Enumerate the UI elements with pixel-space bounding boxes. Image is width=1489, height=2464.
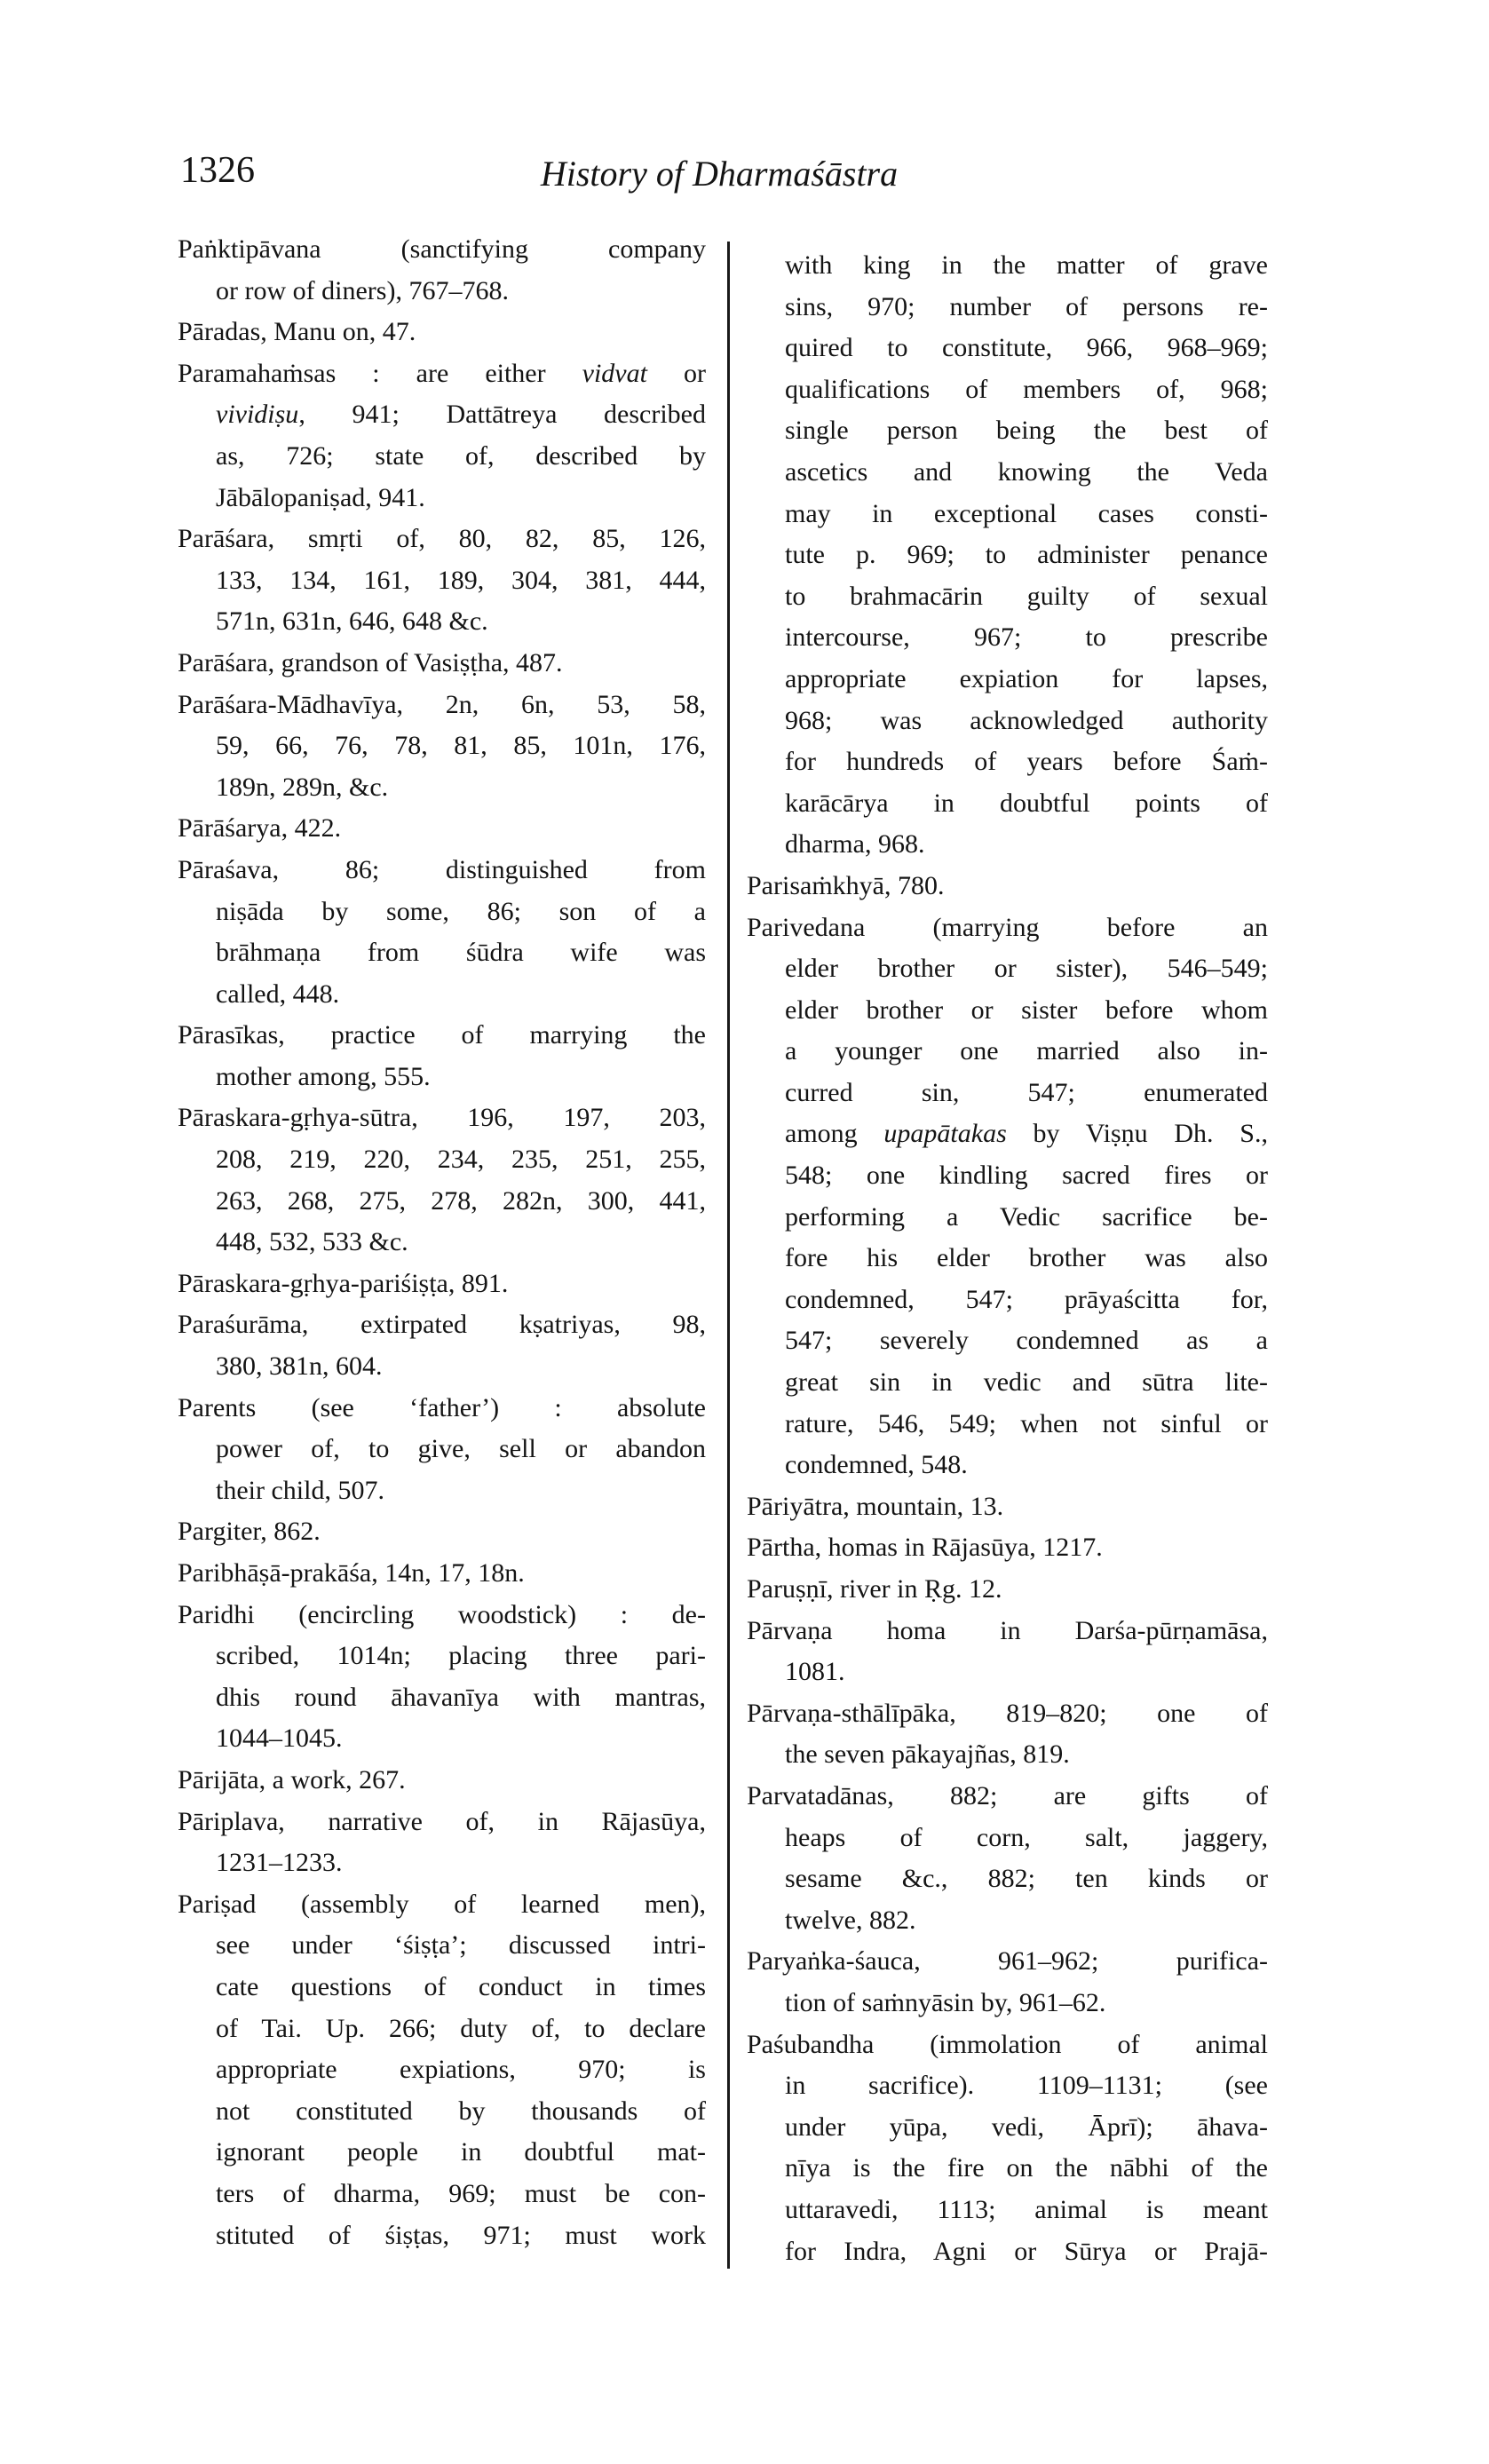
index-entry	[178, 1760, 706, 1802]
entry-headline: Pariṣad (assembly of learned men),	[178, 1889, 706, 1919]
entry-headline: Pāraśava, 86; distinguished from	[178, 854, 706, 884]
entry-line: 1231–1233.	[216, 1848, 343, 1878]
entry-line: nīya is the fire on the nābhi of the	[785, 2153, 1268, 2183]
index-entry	[178, 1097, 706, 1263]
entry-headline: Paśubandha (immolation of animal	[747, 2029, 1268, 2059]
index-entry	[178, 1802, 706, 1884]
running-title: History of Dharmaśāstra	[540, 154, 899, 194]
index-entry	[178, 850, 706, 1015]
text-segment: by Viṣṇu Dh. S.,	[1006, 1119, 1268, 1149]
entry-line: dhis round āhavanīya with mantras,	[216, 1682, 706, 1712]
entry-line: 968; was acknowledged authority	[785, 705, 1268, 735]
index-entry	[178, 1595, 706, 1760]
entry-line: for hundreds of years before Śaṁ-	[785, 747, 1268, 777]
entry-headline: Pāriplava, narrative of, in Rājasūya,	[178, 1806, 706, 1836]
entry-headline: Paruṣṇī, river in Ṛg. 12.	[747, 1574, 1002, 1604]
entry-line: 59, 66, 76, 78, 81, 85, 101n, 176,	[216, 731, 706, 761]
entry-line: appropriate expiations, 970; is	[216, 2055, 706, 2085]
entry-headline: Pāriyātra, mountain, 13.	[747, 1491, 1004, 1521]
italic-term: vidvat	[582, 358, 647, 388]
entry-line: intercourse, 967; to prescribe	[785, 622, 1268, 653]
text-segment: Paramahaṁsas : are either	[178, 358, 582, 388]
entry-line: as, 726; state of, described by	[216, 440, 706, 471]
entry-line: see under ‘śiṣṭa’; discussed intri-	[216, 1930, 706, 1961]
index-entry	[747, 1527, 1268, 1569]
index-entry	[178, 1884, 706, 2256]
italic-term: upapātakas	[883, 1119, 1007, 1149]
index-entry	[747, 1941, 1268, 2024]
index-entry	[747, 245, 1268, 866]
index-entry	[747, 1486, 1268, 1528]
entry-line: 547; severely condemned as a	[785, 1326, 1268, 1356]
index-entry	[178, 1388, 706, 1512]
entry-line: quired to constitute, 966, 968–969;	[785, 333, 1268, 363]
column-divider	[727, 242, 730, 2269]
entry-line: mother among, 555.	[216, 1061, 431, 1091]
entry-line: not constituted by thousands of	[216, 2096, 706, 2126]
entry-headline: Pāraskara-gṛhya-sūtra, 196, 197, 203,	[178, 1103, 706, 1133]
entry-line: elder brother or sister), 546–549;	[785, 954, 1268, 984]
index-entry	[178, 353, 706, 519]
entry-line: ignorant people in doubtful mat-	[216, 2137, 706, 2167]
text-segment: among	[785, 1119, 884, 1149]
entry-line: 1044–1045.	[216, 1723, 343, 1754]
index-entry	[178, 808, 706, 850]
entry-line: niṣāda by some, 86; son of a	[216, 896, 706, 926]
entry-line: for Indra, Agni or Sūrya or Prajā-	[785, 2236, 1268, 2266]
entry-line: condemned, 547; prāyaścitta for,	[785, 1284, 1268, 1314]
entry-line: ters of dharma, 969; must be con-	[216, 2178, 706, 2208]
entry-headline: Pārvaṇa-sthālīpāka, 819–820; one of	[747, 1698, 1268, 1728]
entry-line: a younger one married also in-	[785, 1036, 1268, 1066]
italic-term: vividiṣu	[216, 400, 299, 430]
entry-headline: Pārijāta, a work, 267.	[178, 1764, 406, 1795]
entry-line: curred sin, 547; enumerated	[785, 1077, 1268, 1107]
entry-line: fore his elder brother was also	[785, 1243, 1268, 1273]
entry-line: of Tai. Up. 266; duty of, to declare	[216, 2013, 706, 2043]
entry-line: 1081.	[785, 1657, 845, 1687]
index-entry	[178, 229, 706, 312]
index-entry	[178, 685, 706, 809]
entry-headline: Paryaṅka-śauca, 961–962; purifica-	[747, 1946, 1268, 1977]
index-entry	[747, 1693, 1268, 1776]
entry-headline: Paṅktipāvana (sanctifying company	[178, 234, 706, 264]
entry-line: appropriate expiation for lapses,	[785, 663, 1268, 693]
index-entry	[178, 1553, 706, 1595]
entry-headline: Parāśara-Mādhavīya, 2n, 6n, 53, 58,	[178, 689, 706, 719]
entry-line: to brahmacārin guilty of sexual	[785, 581, 1268, 611]
entry-headline: Parents (see ‘father’) : absolute	[178, 1392, 706, 1422]
entry-headline: Paribhāṣā-prakāśa, 14n, 17, 18n.	[178, 1558, 525, 1588]
entry-line: stituted of śiṣṭas, 971; must work	[216, 2220, 706, 2250]
entry-line: in sacrifice). 1109–1131; (see	[785, 2071, 1268, 2101]
entry-line: Jābālopaniṣad, 941.	[216, 482, 425, 512]
index-entry	[747, 1776, 1268, 1941]
text-segment: or	[646, 358, 706, 388]
entry-line: 133, 134, 161, 189, 304, 381, 444,	[216, 565, 706, 595]
index-entry	[178, 643, 706, 685]
entry-headline: Parāśara, smṛti of, 80, 82, 85, 126,	[178, 524, 706, 554]
entry-headline: Pārtha, homas in Rājasūya, 1217.	[747, 1533, 1103, 1563]
index-column-left	[178, 229, 706, 2256]
text-segment: , 941; Dattātreya described	[298, 400, 706, 430]
entry-line: elder brother or sister before whom	[785, 994, 1268, 1025]
entry-line: uttaravedi, 1113; animal is meant	[785, 2194, 1268, 2224]
entry-line: rature, 546, 549; when not sinful or	[785, 1408, 1268, 1438]
entry-headline: Paridhi (encircling woodstick) : de-	[178, 1599, 706, 1629]
index-entry	[178, 519, 706, 643]
entry-line: 189n, 289n, &c.	[216, 772, 389, 802]
index-entry	[178, 1264, 706, 1305]
entry-line: cate questions of conduct in times	[216, 1971, 706, 2001]
entry-line: power of, to give, sell or abandon	[216, 1434, 706, 1464]
entry-line: performing a Vedic sacrifice be-	[785, 1201, 1268, 1232]
index-entry	[747, 1569, 1268, 1611]
entry-line: karācārya in doubtful points of	[785, 788, 1268, 818]
index-entry	[178, 1015, 706, 1097]
entry-line: heaps of corn, salt, jaggery,	[785, 1822, 1268, 1852]
entry-line: dharma, 968.	[785, 829, 925, 860]
entry-line: brāhmaṇa from śūdra wife was	[216, 938, 706, 968]
entry-line: sesame &c., 882; ten kinds or	[785, 1864, 1268, 1894]
entry-headline: Pārasīkas, practice of marrying the	[178, 1020, 706, 1050]
entry-line: or row of diners), 767–768.	[216, 275, 509, 305]
entry-line: great sin in vedic and sūtra lite-	[785, 1367, 1268, 1398]
entry-line: 263, 268, 275, 278, 282n, 300, 441,	[216, 1185, 706, 1216]
index-entry	[747, 907, 1268, 1486]
entry-line: tute p. 969; to administer penance	[785, 540, 1268, 570]
entry-headline: Pārāśarya, 422.	[178, 813, 342, 844]
entry-line: under yūpa, vedi, Āprī); āhava-	[785, 2111, 1268, 2142]
entry-line: may in exceptional cases consti-	[785, 498, 1268, 528]
entry-headline: Pāradas, Manu on, 47.	[178, 317, 416, 347]
entry-headline: Parāśara, grandson of Vasiṣṭha, 487.	[178, 647, 563, 677]
entry-line: 208, 219, 220, 234, 235, 251, 255,	[216, 1145, 706, 1175]
entry-line: twelve, 882.	[785, 1905, 916, 1935]
entry-line: their child, 507.	[216, 1475, 384, 1505]
index-entry	[747, 1611, 1268, 1693]
entry-headline: Paraśurāma, extirpated kṣatriyas, 98,	[178, 1310, 706, 1340]
entry-headline: Parivedana (marrying before an	[747, 912, 1268, 942]
entry-line: 380, 381n, 604.	[216, 1351, 383, 1382]
index-entry	[747, 2024, 1268, 2273]
index-column-right	[747, 245, 1268, 2272]
entry-line: condemned, 548.	[785, 1450, 968, 1480]
page-number: 1326	[180, 150, 255, 191]
index-entry	[747, 866, 1268, 907]
entry-line: with king in the matter of grave	[785, 250, 1268, 280]
index-entry	[178, 1304, 706, 1387]
entry-line: qualifications of members of, 968;	[785, 374, 1268, 404]
index-entry	[178, 312, 706, 353]
entry-line: sins, 970; number of persons re-	[785, 291, 1268, 321]
entry-line	[178, 394, 706, 436]
entry-line: single person being the best of	[785, 416, 1268, 446]
entry-line: called, 448.	[216, 978, 340, 1009]
entry-line	[747, 1113, 1268, 1155]
entry-line: tion of saṁnyāsin by, 961–62.	[785, 1987, 1106, 2017]
entry-headline: Pargiter, 862.	[178, 1517, 321, 1547]
entry-line: 448, 532, 533 &c.	[216, 1227, 408, 1257]
entry-line: scribed, 1014n; placing three pari-	[216, 1641, 706, 1671]
entry-line: the seven pākayajñas, 819.	[785, 1739, 1070, 1770]
index-entry	[178, 1511, 706, 1553]
entry-line: 548; one kindling sacred fires or	[785, 1161, 1268, 1191]
entry-headline: Parisaṁkhyā, 780.	[747, 870, 945, 900]
entry-line: ascetics and knowing the Veda	[785, 456, 1268, 487]
entry-headline: Pāraskara-gṛhya-pariśiṣṭa, 891.	[178, 1268, 509, 1298]
entry-line: 571n, 631n, 646, 648 &c.	[216, 606, 488, 637]
entry-headline: Parvatadānas, 882; are gifts of	[747, 1780, 1268, 1810]
entry-headline: Pārvaṇa homa in Darśa-pūrṇamāsa,	[747, 1615, 1268, 1645]
entry-headline	[178, 353, 706, 395]
